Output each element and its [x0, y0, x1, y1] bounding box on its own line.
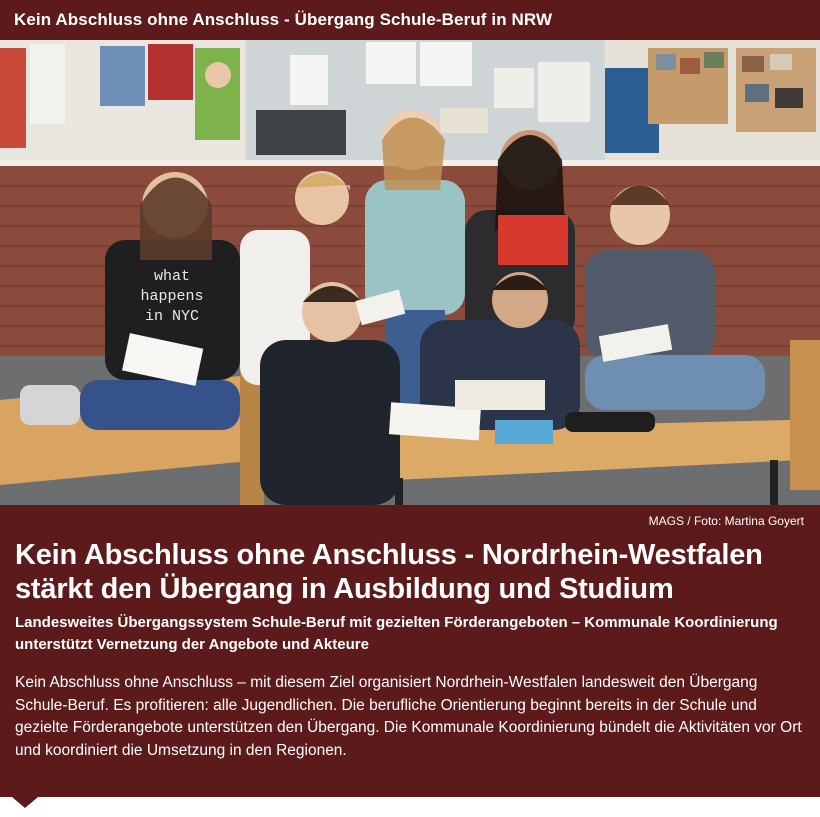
paper-note	[538, 62, 590, 122]
article-body: Kein Abschluss ohne Anschluss – mit diesem Ziel organisiert Nordrhein-Westfalen landesweit den Übergang Schule-Beruf. Es profitieren: alle Jugendlichen. Die berufliche Orientierung beginnt bereits in der Schule und gezielte Förderangebote unterstützen den Übergang. Die Kommunale Koordinierung bündelt die Aktivitäten vor Ort und koordiniert die Umsetzung in den Regionen.	[15, 674, 802, 759]
paper-note	[494, 68, 534, 108]
teaser-header[interactable]	[0, 0, 820, 40]
paper-note	[420, 42, 472, 86]
poster-face	[205, 62, 231, 88]
article-subheadline: Landesweites Übergangssystem Schule-Beruf mit gezielten Förderangeboten – Kommunale Koordinierung unterstützt Vernetzung der Angebote und Akteure	[15, 614, 778, 653]
teaser-photo[interactable]	[0, 40, 820, 505]
photo-credit-row	[0, 512, 820, 532]
headline-line-1[interactable]: Kein Abschluss ohne Anschluss - Nordrhein-Westfalen	[15, 539, 763, 571]
shirt-text-line3: in NYC	[144, 308, 200, 325]
paper-note	[366, 42, 416, 84]
coat	[256, 110, 346, 155]
shirt-text-line1: what	[153, 268, 191, 285]
poster	[68, 48, 98, 138]
chair	[790, 340, 820, 490]
poster	[195, 48, 240, 140]
shirt-text-line2: happens	[140, 288, 204, 305]
teaser-title[interactable]: Kein Abschluss ohne Anschluss - Übergang Schule-Beruf in NRW	[14, 10, 553, 29]
photo-credit: MAGS / Foto: Martina Goyert	[648, 514, 804, 528]
students-photo-illustration	[0, 40, 820, 505]
poster	[100, 46, 145, 106]
paper-note	[290, 55, 328, 105]
article-headline[interactable]	[15, 538, 810, 606]
teaser-pointer-arrow	[12, 797, 38, 808]
blue-notebook	[495, 420, 553, 444]
poster	[148, 44, 193, 100]
headline-line-2[interactable]: stärkt den Übergang in Ausbildung und Studium	[15, 573, 674, 605]
paper	[455, 380, 545, 410]
red-folder	[498, 215, 568, 265]
paper-note	[440, 108, 488, 133]
pencil-case	[565, 412, 655, 432]
poster	[30, 44, 65, 124]
poster	[0, 48, 26, 148]
